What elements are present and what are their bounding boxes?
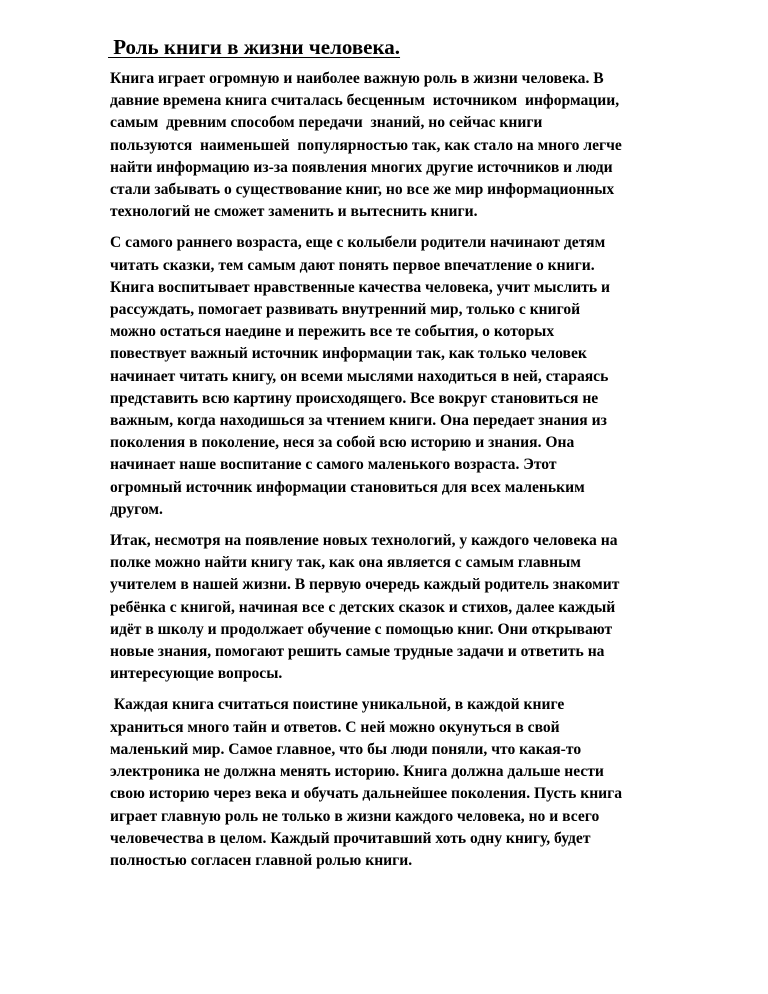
text-line: найти информацию из-за появления многих другие источников и люди bbox=[110, 158, 613, 176]
text-line: рассуждать, помогает развивать внутренний мир, только с книгой bbox=[110, 301, 581, 319]
document-title: Роль книги в жизни человека. bbox=[108, 35, 401, 59]
text-line: полке можно найти книгу так, как она является с самым главным bbox=[110, 554, 581, 572]
text-line: поколения в поколение, неся за собой всю историю и знания. Она bbox=[110, 434, 575, 452]
paragraph bbox=[110, 232, 720, 521]
text-line: интересующие вопросы. bbox=[110, 665, 283, 683]
text-line: огромный источник информации становиться для всех маленьким bbox=[110, 478, 585, 496]
text-line: электроника не должна менять историю. Книга должна дальше нести bbox=[110, 763, 604, 781]
paragraph bbox=[110, 530, 720, 685]
text-line: повествует важный источник информации так, как только человек bbox=[110, 345, 587, 363]
text-line: важным, когда находишься за чтением книги. Она передает знания из bbox=[110, 412, 607, 430]
text-line: маленький мир. Самое главное, что бы люди поняли, что какая-то bbox=[110, 740, 582, 758]
text-line: Каждая книга считаться поистине уникальной, в каждой книге bbox=[110, 696, 565, 714]
text-line: представить всю картину происходящего. Все вокруг становиться не bbox=[110, 389, 599, 407]
text-line: идёт в школу и продолжает обучение с помощью книг. Они открывают bbox=[110, 620, 613, 638]
text-line: Книга играет огромную и наиболее важную роль в жизни человека. В bbox=[110, 70, 604, 87]
text-line: человечества в целом. Каждый прочитавший хоть одну книгу, будет bbox=[110, 829, 591, 847]
text-line: начинает наше воспитание с самого маленького возраста. Этот bbox=[110, 456, 557, 474]
text-line: пользуются наименьшей популярностью так, как стало на много легче bbox=[110, 136, 622, 154]
paragraph bbox=[110, 694, 720, 872]
text-line: свою историю через века и обучать дальнейшее поколения. Пусть книга bbox=[110, 785, 623, 803]
text-line: учителем в нашей жизни. В первую очередь каждый родитель знакомит bbox=[110, 576, 620, 594]
text-line: можно остаться наедине и пережить все те события, о которых bbox=[110, 323, 555, 341]
text-line: технологий не сможет заменить и вытеснить книги. bbox=[110, 203, 478, 221]
text-line: самым древним способом передачи знаний, но сейчас книги bbox=[110, 114, 543, 132]
text-line: играет главную роль не только в жизни каждого человека, но и всего bbox=[110, 807, 600, 825]
text-line: читать сказки, тем самым дают понять первое впечатление о книги. bbox=[110, 256, 595, 274]
text-line: Итак, несмотря на появление новых технологий, у каждого человека на bbox=[110, 532, 618, 550]
document-body bbox=[110, 68, 720, 881]
text-line: храниться много тайн и ответов. С ней можно окунуться в свой bbox=[110, 718, 560, 736]
text-line: полностью согласен главной ролью книги. bbox=[110, 851, 413, 869]
text-line: начинает читать книгу, он всеми мыслями находиться в ней, стараясь bbox=[110, 367, 609, 385]
text-line: стали забывать о существование книг, но все же мир информационных bbox=[110, 181, 615, 199]
text-line: С самого раннего возраста, еще с колыбели родители начинают детям bbox=[110, 234, 606, 252]
text-line: другом. bbox=[110, 500, 163, 518]
text-line: новые знания, помогают решить самые трудные задачи и ответить на bbox=[110, 643, 605, 661]
paragraph bbox=[110, 68, 720, 223]
text-line: ребёнка с книгой, начиная все с детских сказок и стихов, далее каждый bbox=[110, 598, 616, 616]
text-line: давние времена книга считалась бесценным источником информации, bbox=[110, 92, 620, 110]
text-line: Книга воспитывает нравственные качества человека, учит мыслить и bbox=[110, 278, 610, 296]
